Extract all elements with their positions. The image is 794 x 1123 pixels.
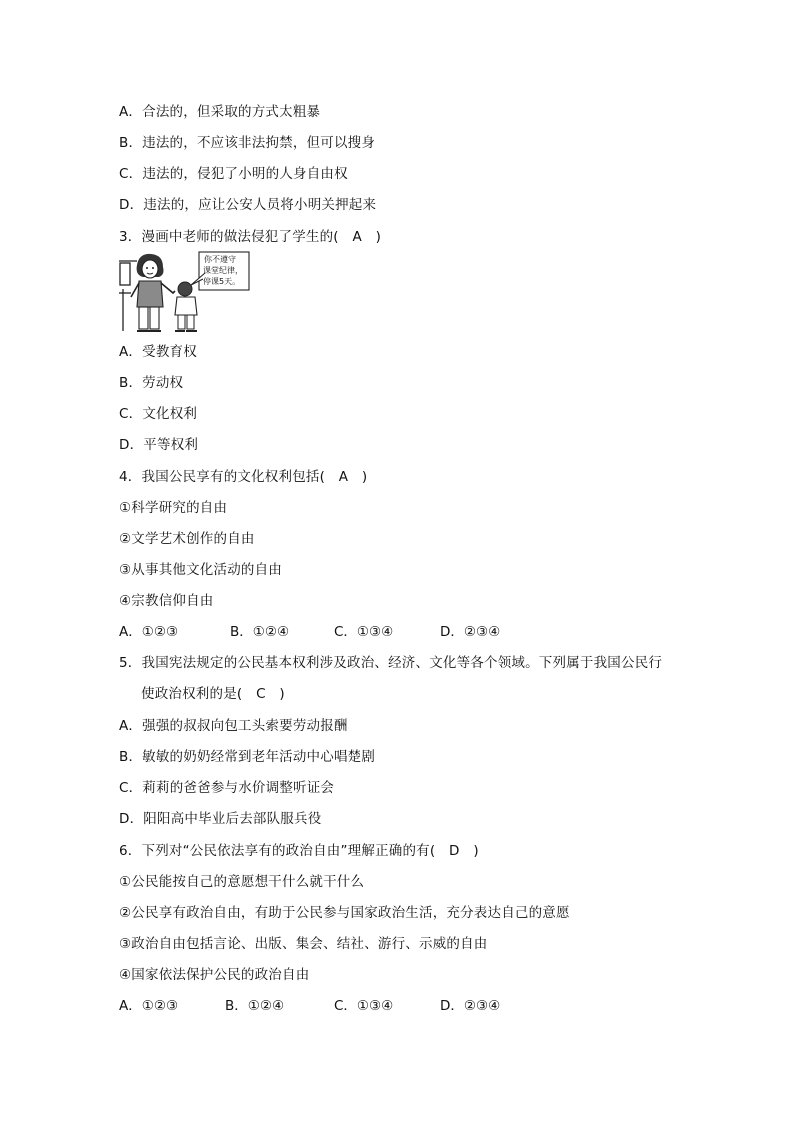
q3-option-c: C．文化权利 [119, 406, 198, 422]
q4-item-4: ④宗教信仰自由 [119, 593, 214, 609]
q4-item-1: ①科学研究的自由 [119, 500, 228, 516]
q6-item-2: ②公民享有政治自由，有助于公民参与国家政治生活，充分表达自己的意愿 [119, 905, 570, 921]
q6-item-1: ①公民能按自己的意愿想干什么就干什么 [119, 874, 365, 890]
q5-option-d: D．阳阳高中毕业后去部队服兵役 [119, 811, 322, 827]
q3-option-a: A．受教育权 [119, 344, 197, 360]
q2-option-a: A．合法的，但采取的方式太粗暴 [119, 104, 321, 120]
teacher-figure [131, 254, 175, 331]
q3-cartoon-illustration [117, 251, 251, 337]
bubble-line-2: 课堂纪律， [203, 266, 243, 275]
q2-option-d: D．违法的，应让公安人员将小明关押起来 [119, 197, 377, 213]
q6-option-b: B．①②④ [225, 998, 285, 1014]
q4-option-b: B．①②④ [230, 624, 290, 640]
q2-option-c: C．违法的，侵犯了小明的人身自由权 [119, 166, 348, 182]
q3-stem: 3．漫画中老师的做法侵犯了学生的( A ) [119, 229, 382, 245]
student-figure [175, 282, 197, 331]
q5-option-a: A．强强的叔叔向包工头索要劳动报酬 [119, 718, 348, 734]
q4-option-a: A．①②③ [119, 624, 179, 640]
q6-options-row [119, 997, 539, 1015]
q4-options-row [119, 623, 539, 641]
q5-stem-line2: 使政治权利的是( C ) [141, 686, 285, 702]
q4-item-2: ②文学艺术创作的自由 [119, 531, 255, 547]
bubble-line-3: 停课5天。 [203, 277, 241, 286]
bubble-line-1: 你不遵守 [204, 255, 236, 264]
q3-option-b: B．劳动权 [119, 375, 184, 391]
q2-option-b: B．违法的，不应该非法拘禁，但可以搜身 [119, 135, 376, 151]
q6-item-4: ④国家依法保护公民的政治自由 [119, 967, 310, 983]
q6-option-c: C．①③④ [334, 998, 394, 1014]
q4-option-c: C．①③④ [334, 624, 394, 640]
q4-item-3: ③从事其他文化活动的自由 [119, 562, 283, 578]
q6-item-3: ③政治自由包括言论、出版、集会、结社、游行、示威的自由 [119, 936, 488, 952]
q5-option-b: B．敏敏的奶奶经常到老年活动中心唱楚剧 [119, 749, 376, 765]
q3-option-d: D．平等权利 [119, 437, 199, 453]
q6-option-d: D．②③④ [440, 998, 501, 1014]
q6-option-a: A．①②③ [119, 998, 179, 1014]
q5-option-c: C．莉莉的爸爸参与水价调整听证会 [119, 780, 335, 796]
q4-option-d: D．②③④ [440, 624, 501, 640]
q6-stem: 6．下列对“公民依法享有的政治自由”理解正确的有( D ) [119, 843, 479, 859]
q4-stem: 4．我国公民享有的文化权利包括( A ) [119, 469, 368, 485]
q5-stem-line1: 5．我国宪法规定的公民基本权利涉及政治、经济、文化等各个领域。下列属于我国公民行 [119, 655, 663, 671]
